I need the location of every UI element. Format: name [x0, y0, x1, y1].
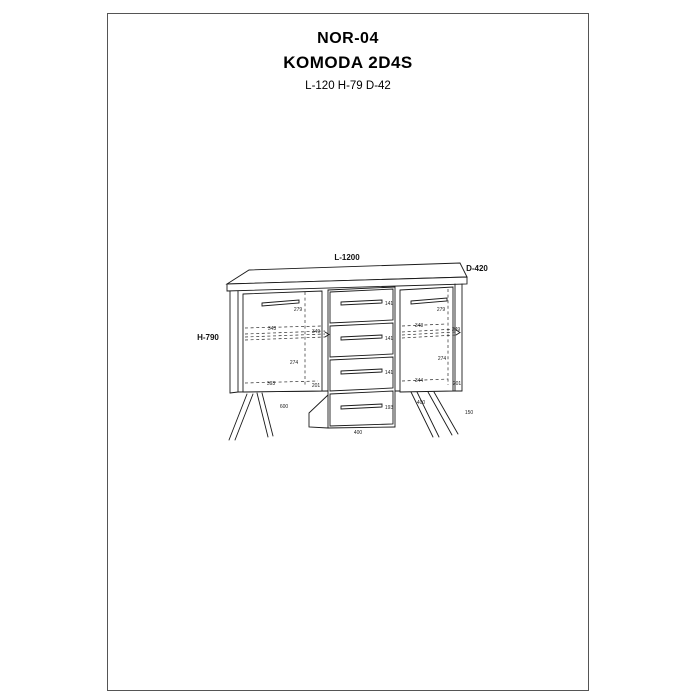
dim-height: H-790 [197, 333, 219, 342]
part-dimension: 150 [464, 410, 474, 416]
drawer-1 [330, 289, 393, 323]
top-panel [227, 263, 467, 291]
right-door [400, 287, 453, 392]
part-dimension: 349 [311, 329, 321, 335]
part-dimension: 201 [311, 383, 321, 389]
part-dimension: 344 [414, 378, 424, 384]
part-dimension: 201 [452, 381, 462, 387]
part-dimension: 400 [353, 430, 363, 436]
part-dimension: 400 [416, 400, 426, 406]
drawer-2 [330, 323, 393, 357]
part-dimension: 279 [436, 307, 446, 313]
part-dimension: 279 [293, 307, 303, 313]
part-dimension: 600 [279, 404, 289, 410]
model-code: NOR-04 [317, 30, 379, 47]
part-dimension: 141 [384, 370, 394, 376]
part-dimension: 393 [266, 381, 276, 387]
part-dimension: 193 [384, 405, 394, 411]
part-dimension: 249 [451, 327, 461, 333]
part-dimension: 274 [289, 360, 299, 366]
part-dimension: 343 [414, 323, 424, 329]
dim-depth: D-420 [466, 264, 488, 273]
part-dimension: 274 [437, 356, 447, 362]
drawer-4 [330, 391, 393, 426]
legs-left [229, 393, 273, 440]
left-door [243, 291, 322, 392]
legs-right [411, 392, 458, 437]
overall-dimensions: L-120 H-79 D-42 [305, 80, 391, 92]
product-name: KOMODA 2D4S [283, 53, 413, 72]
part-dimension: 141 [384, 301, 394, 307]
part-dimension: 141 [384, 336, 394, 342]
part-dimension: 343 [267, 326, 277, 332]
drawer-3 [330, 357, 393, 391]
dim-length: L-1200 [334, 253, 360, 262]
